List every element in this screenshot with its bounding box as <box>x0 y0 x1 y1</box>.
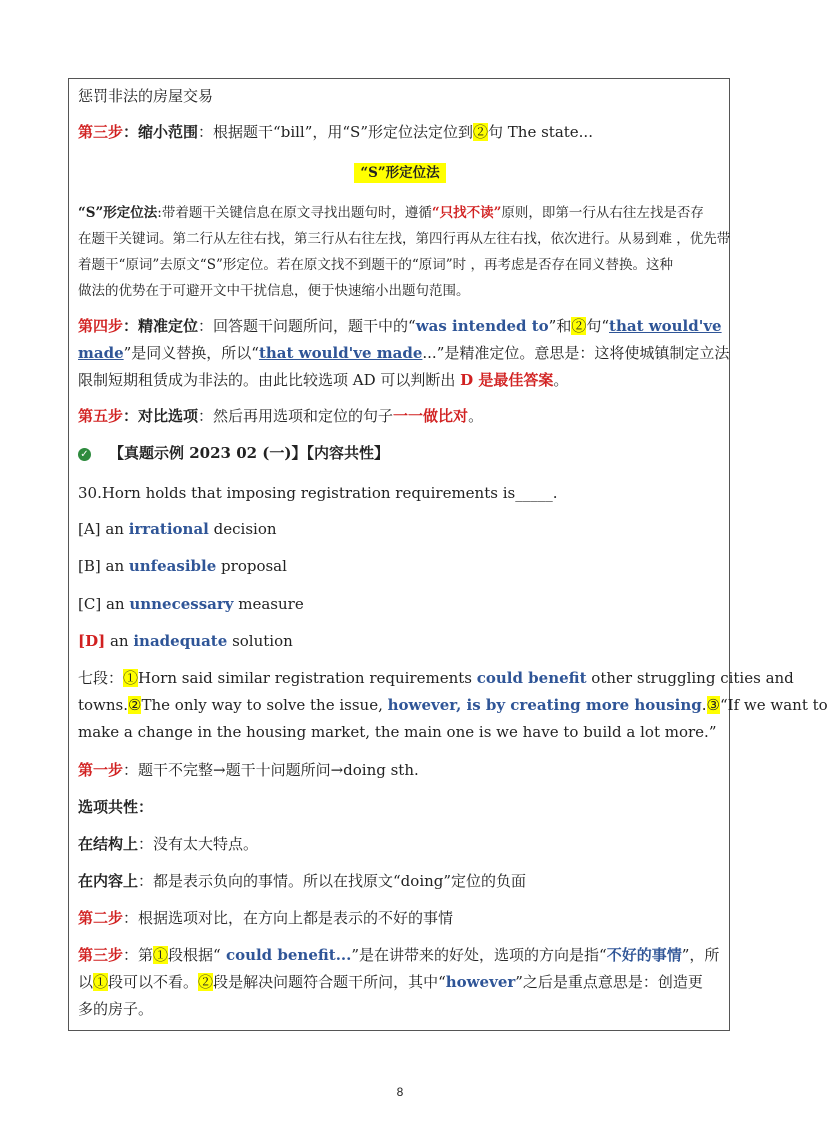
question-30: 30.Horn holds that imposing registration requirements is_____. <box>78 484 558 502</box>
step5-line: 第五步：对比选项：然后再用选项和定位的句子一一做比对。 <box>78 407 484 425</box>
step4-line-3: 限制短期租赁成为非法的。由此比较选项 AD 可以判断出 D 是最佳答案。 <box>78 371 569 389</box>
intro-line: 惩罚非法的房屋交易 <box>78 87 214 105</box>
stepB-line: 第二步：根据选项对比，在方向上都是表示的不好的事情 <box>78 909 454 927</box>
step4-line-1: 第四步：精准定位：回答题干问题所问，题干中的“was intended to”和②句“that would've <box>78 317 722 335</box>
stepC-line-2: 以①段可以不看。②段是解决问题符合题干所问，其中“however”之后是重点意思是：创造更 <box>78 973 703 991</box>
step4-line-2: made”是同义替换，所以“that would've made...”是精准定位。意思是：这将使城镇制定立法 <box>78 344 730 362</box>
option-a: [A] an irrational decision <box>78 520 277 538</box>
page-number: 8 <box>396 1085 404 1099</box>
example-heading: ✓ 【真题示例 2023 02 (一)】【内容共性】 <box>78 443 722 463</box>
s-method-line-2: 在题干关键词。第二行从左往右找，第三行从右往左找，第四行再从左往右找，依次进行。从易到难 ，优先带 <box>78 231 731 247</box>
check-icon: ✓ <box>78 448 91 461</box>
para7-line-3: make a change in the housing market, the main one is we have to build a lot more.” <box>78 723 717 741</box>
stepA-line: 第一步：题干不完整→题干十问题所问→doing sth. <box>78 761 419 779</box>
s-method-line-3: 着题干“原词”去原文“S”形定位。若在原文找不到题干的“原词”时 ，再考虑是否存在同义替换。这种 <box>78 257 673 273</box>
step3-locate: 第三步：缩小范围：根据题干“bill”，用“S”形定位法定位到②句 The state... <box>78 123 593 141</box>
s-method-heading: “S”形定位法 <box>78 162 722 183</box>
option-b: [B] an unfeasible proposal <box>78 557 287 575</box>
para7-line-1: 七段：①Horn said similar registration requirements could benefit other struggling cities and <box>78 669 794 687</box>
para7-line-2: towns.②The only way to solve the issue, however, is by creating more housing.③“If we want to <box>78 696 828 714</box>
s-method-line-4: 做法的优势在于可避开文中干扰信息，便于快速缩小出题句范围。 <box>78 283 470 299</box>
option-c: [C] an unnecessary measure <box>78 595 304 613</box>
s-method-line-1: “S”形定位法:带着题干关键信息在原文寻找出题句时，遵循“只找不读”原则，即第一行从右往左找是否存 <box>78 205 704 221</box>
structure-line: 在结构上：没有太大特点。 <box>78 835 259 853</box>
content-line: 在内容上：都是表示负向的事情。所以在找原文“doing”定位的负面 <box>78 872 527 890</box>
stepC-line-3: 多的房子。 <box>78 1000 154 1018</box>
stepC-line-1: 第三步：第①段根据“ could benefit...”是在讲带来的好处，选项的方向是指“不好的事情”，所 <box>78 946 720 964</box>
option-d: [D] an inadequate solution <box>78 632 293 650</box>
common-heading: 选项共性： <box>78 798 154 816</box>
